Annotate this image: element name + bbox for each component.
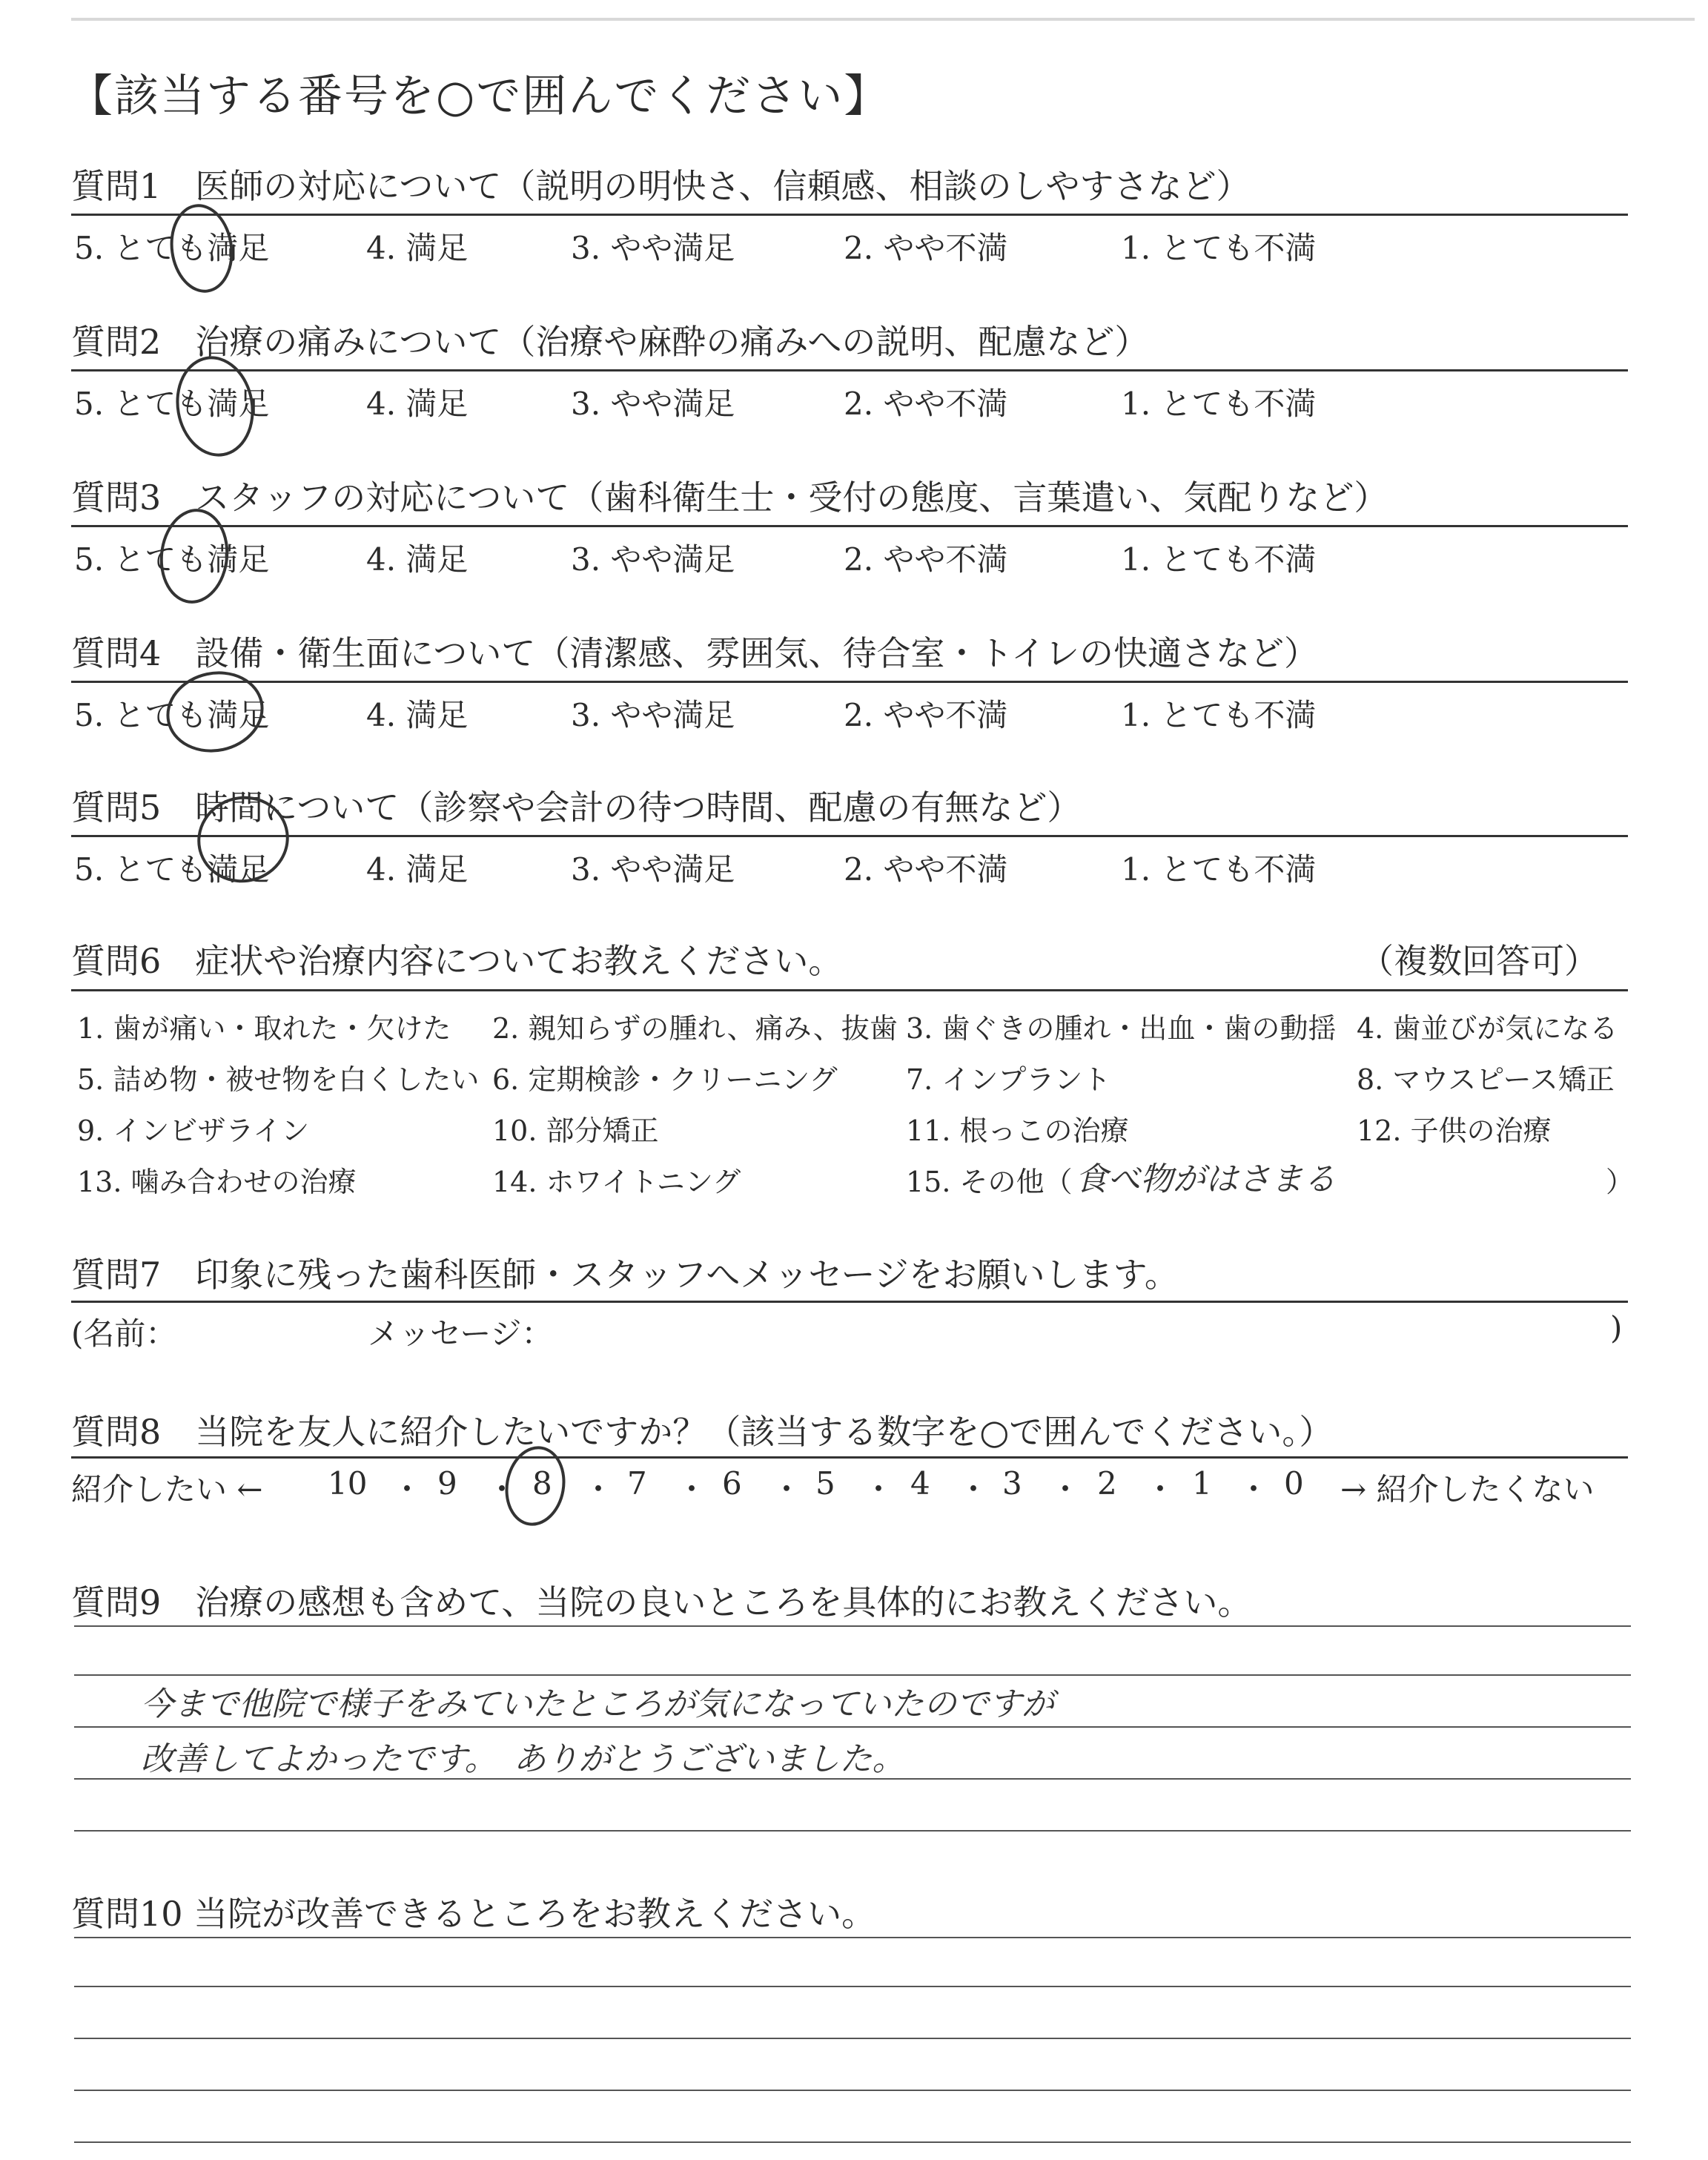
scale-number[interactable]: 9 <box>437 1465 457 1502</box>
answer-line <box>74 1674 1631 1676</box>
answer-line <box>74 1625 1631 1627</box>
multiple-answers-note: （複数回答可） <box>1360 941 1598 981</box>
scale-number[interactable]: 6 <box>722 1465 742 1502</box>
option-1[interactable]: 1. とても不満 <box>1121 386 1317 422</box>
option-4[interactable]: 4. 満足 <box>366 230 469 266</box>
scale-number[interactable]: 8 <box>532 1465 552 1502</box>
scale-separator: ・ <box>863 1471 895 1507</box>
question-9-title: 質問9 治療の感想も含めて、当院の良いところを具体的にお教えください。 <box>71 1582 1252 1622</box>
recommend-left-label: 紹介したい ← <box>71 1471 263 1507</box>
divider <box>71 1301 1628 1303</box>
option-1[interactable]: 1. とても不満 <box>1121 697 1317 733</box>
option-2[interactable]: 2. やや不満 <box>844 851 1008 888</box>
scale-separator: ・ <box>1050 1471 1082 1507</box>
answer-line[interactable] <box>74 2038 1631 2039</box>
option-4[interactable]: 4. 満足 <box>366 386 469 422</box>
scale-separator: ・ <box>1238 1471 1270 1507</box>
option-3[interactable]: 3. やや満足 <box>571 230 735 266</box>
option-5[interactable]: 5. とても満足 <box>74 541 270 578</box>
option-2[interactable]: 2. やや不満 <box>844 541 1008 578</box>
scale-number[interactable]: 3 <box>1002 1465 1022 1502</box>
option-3[interactable]: 3. やや満足 <box>571 851 735 888</box>
scale-separator: ・ <box>391 1471 423 1507</box>
option-5[interactable]: 5. とても満足 <box>74 697 270 733</box>
answer-line <box>74 1726 1631 1728</box>
symptom-option[interactable]: 5. 詰め物・被せ物を白くしたい <box>77 1063 480 1096</box>
scale-separator: ・ <box>583 1471 615 1507</box>
recommend-right-label: → 紹介したくない <box>1340 1471 1595 1507</box>
option-4[interactable]: 4. 満足 <box>366 541 469 578</box>
symptom-option[interactable]: 13. 噛み合わせの治療 <box>77 1166 357 1198</box>
symptom-option[interactable]: 6. 定期検診・クリーニング <box>492 1063 838 1096</box>
question-10-title: 質問10 当院が改善できるところをお教えください。 <box>71 1894 876 1934</box>
option-1[interactable]: 1. とても不満 <box>1121 851 1317 888</box>
symptom-option[interactable]: 7. インプラント <box>906 1063 1111 1096</box>
divider <box>71 1456 1628 1459</box>
question-3-title: 質問3 スタッフの対応について（歯科衛生士・受付の態度、言葉遣い、気配りなど） <box>71 478 1388 518</box>
scale-separator: ・ <box>958 1471 990 1507</box>
symptom-option[interactable]: 12. 子供の治療 <box>1357 1114 1552 1147</box>
q9-handwritten-answer-line2[interactable]: 改善してよかったです。 ありがとうございました。 <box>141 1740 905 1778</box>
option-1[interactable]: 1. とても不満 <box>1121 230 1317 266</box>
question-8-title: 質問8 当院を友人に紹介したいですか？（該当する数字を○で囲んでください。） <box>71 1412 1334 1452</box>
divider <box>71 214 1628 216</box>
question-4-title: 質問4 設備・衛生面について（清潔感、雰囲気、待合室・トイレの快適さなど） <box>71 633 1319 673</box>
other-answer-handwritten[interactable]: 食べ物がはさまる <box>1075 1160 1336 1198</box>
answer-line[interactable] <box>74 1986 1631 1987</box>
page-title: 【該当する番号を○で囲んでください】 <box>68 70 890 122</box>
scale-number[interactable]: 7 <box>627 1465 647 1502</box>
symptom-option[interactable]: 11. 根っこの治療 <box>906 1114 1129 1147</box>
question-5-title: 質問5 時間について（診察や会計の待つ時間、配慮の有無など） <box>71 787 1082 828</box>
option-2[interactable]: 2. やや不満 <box>844 230 1008 266</box>
name-label: (名前： <box>71 1315 177 1352</box>
scale-number[interactable]: 5 <box>815 1465 835 1502</box>
symptom-option[interactable]: 9. インビザライン <box>77 1114 310 1147</box>
scale-number[interactable]: 2 <box>1097 1465 1117 1502</box>
divider <box>71 525 1628 527</box>
symptom-option[interactable]: 15. その他（ <box>906 1166 1073 1198</box>
scale-number[interactable]: 10 <box>328 1465 368 1502</box>
symptom-option[interactable]: 8. マウスピース矯正 <box>1357 1063 1615 1096</box>
option-5[interactable]: 5. とても満足 <box>74 386 270 422</box>
other-close-paren: ） <box>1606 1166 1635 1198</box>
symptom-option[interactable]: 4. 歯並びが気になる <box>1357 1012 1618 1045</box>
divider <box>71 681 1628 683</box>
answer-line[interactable] <box>74 2090 1631 2091</box>
top-edge <box>71 18 1695 21</box>
divider <box>71 369 1628 371</box>
answer-line <box>74 1830 1631 1832</box>
divider <box>71 989 1628 991</box>
question-2-title: 質問2 治療の痛みについて（治療や麻酔の痛みへの説明、配慮など） <box>71 322 1149 362</box>
scale-separator: ・ <box>771 1471 803 1507</box>
scale-separator: ・ <box>1145 1471 1176 1507</box>
divider <box>71 835 1628 837</box>
scale-separator: ・ <box>486 1471 518 1507</box>
question-1-title: 質問1 医師の対応について（説明の明快さ、信頼感、相談のしやすさなど） <box>71 166 1251 206</box>
answer-line[interactable] <box>74 2141 1631 2143</box>
q9-handwritten-answer-line1[interactable]: 今まで他院で様子をみていたところが気になっていたのですが <box>141 1685 1054 1723</box>
message-close-paren: ) <box>1610 1309 1623 1346</box>
answer-line[interactable] <box>74 1937 1631 1938</box>
symptom-option[interactable]: 3. 歯ぐきの腫れ・出血・歯の動揺 <box>906 1012 1337 1045</box>
option-1[interactable]: 1. とても不満 <box>1121 541 1317 578</box>
message-label[interactable]: メッセージ： <box>368 1315 553 1352</box>
option-4[interactable]: 4. 満足 <box>366 697 469 733</box>
scale-number[interactable]: 0 <box>1284 1465 1304 1502</box>
option-2[interactable]: 2. やや不満 <box>844 697 1008 733</box>
option-2[interactable]: 2. やや不満 <box>844 386 1008 422</box>
question-6-title: 質問6 症状や治療内容についてお教えください。 <box>71 941 843 981</box>
symptom-option[interactable]: 2. 親知らずの腫れ、痛み、抜歯 <box>492 1012 898 1045</box>
option-3[interactable]: 3. やや満足 <box>571 541 735 578</box>
symptom-option[interactable]: 14. ホワイトニング <box>492 1166 741 1198</box>
symptom-option[interactable]: 10. 部分矯正 <box>492 1114 659 1147</box>
option-3[interactable]: 3. やや満足 <box>571 697 735 733</box>
option-4[interactable]: 4. 満足 <box>366 851 469 888</box>
scale-separator: ・ <box>676 1471 708 1507</box>
symptom-option[interactable]: 1. 歯が痛い・取れた・欠けた <box>77 1012 451 1045</box>
option-5[interactable]: 5. とても満足 <box>74 851 270 888</box>
scale-number[interactable]: 1 <box>1192 1465 1212 1502</box>
option-5[interactable]: 5. とても満足 <box>74 230 270 266</box>
option-3[interactable]: 3. やや満足 <box>571 386 735 422</box>
scale-number[interactable]: 4 <box>910 1465 930 1502</box>
question-7-title: 質問7 印象に残った歯科医師・スタッフへメッセージをお願いします。 <box>71 1255 1179 1295</box>
